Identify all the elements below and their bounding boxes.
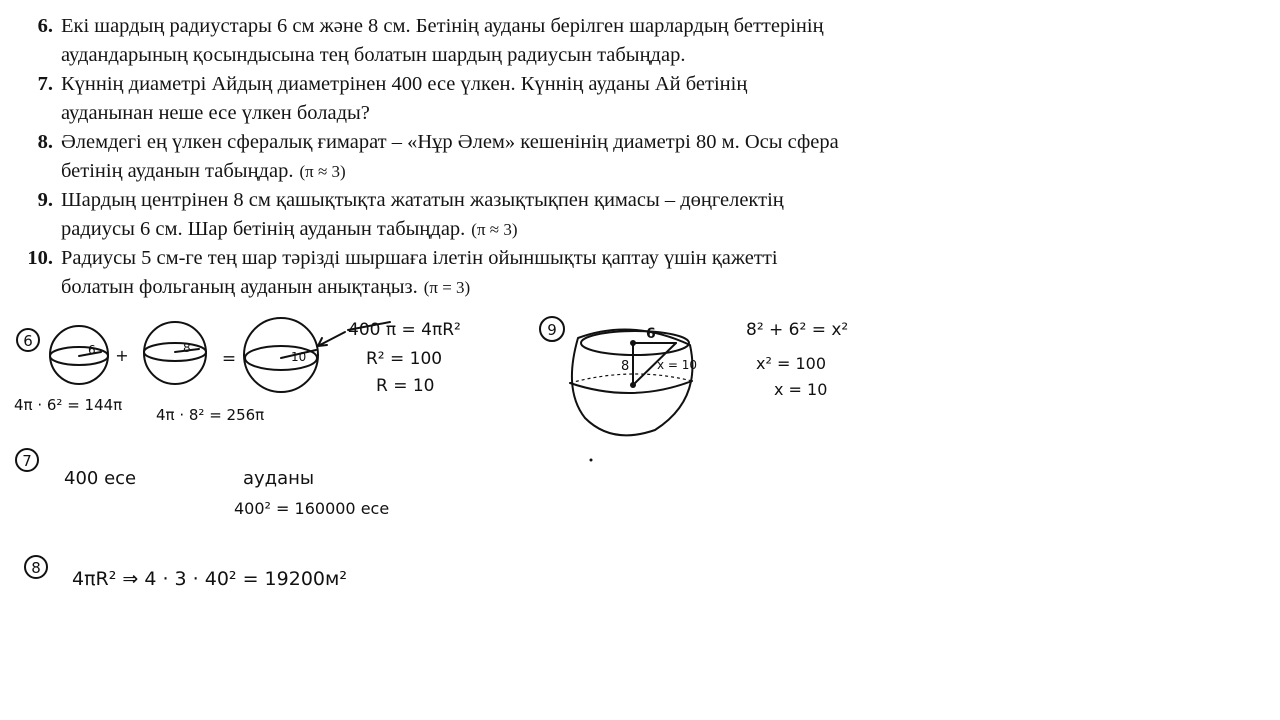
answer-line: ауданы (243, 468, 315, 489)
area-equation: 4π · 8² = 256π (156, 406, 265, 424)
pi-note: (π = 3) (423, 278, 471, 297)
equation-line: R² = 100 (366, 349, 443, 369)
equation-line: 400 π = 4πR² (348, 320, 461, 340)
solution-8 (25, 556, 347, 590)
problem-number: 8. (37, 131, 53, 153)
equation-line: 8² + 6² = x² (746, 320, 849, 340)
problem-text-line: Радиусы 5 см-ге тең шар тәрізді шыршаға ілетін ойыншықты қаптау үшін қажетті (61, 247, 778, 269)
problem-text: радиусы 6 см. Шар бетінің ауданын табыңдар. (61, 218, 466, 240)
sphere-drawing (244, 318, 318, 392)
pen-dot (590, 459, 593, 462)
solution-label: 7 (22, 452, 32, 470)
segment-label: 6 (646, 326, 656, 342)
problem-text-line (61, 157, 920, 186)
solution-label: 9 (547, 321, 557, 339)
problem-text-line (61, 215, 920, 244)
problem-number: 10. (27, 247, 53, 269)
problem-number: 9. (37, 189, 53, 211)
problem-text: болатын фольганың ауданын анықтаңыз. (61, 276, 418, 298)
pi-note: (π ≈ 3) (471, 220, 518, 239)
center-dot (630, 382, 636, 388)
radius-line (281, 350, 316, 358)
problem-6 (0, 12, 920, 70)
answer-line: 400 есе (64, 468, 137, 489)
problem-text-line: Шардың центрінен 8 см қашықтықта жататын жазықтықпен қимасы – дөңгелектің (61, 189, 784, 211)
sphere-equator (570, 381, 692, 393)
equation-line: x = 10 (774, 380, 828, 399)
sphere-drawing (144, 322, 206, 384)
problem-text-line: аудандарының қосындысына тең болатын шардың радиусын табыңдар. (61, 44, 686, 66)
strike-line (348, 322, 390, 330)
circled-number (17, 329, 39, 351)
plus-sign: + (115, 346, 129, 365)
solution-6 (14, 318, 461, 424)
radius-label: 10 (291, 350, 307, 364)
solution-label: 6 (23, 332, 33, 350)
problem-text-line: Күннің диаметрі Айдың диаметрінен 400 есе үлкен. Күннің ауданы Ай бетінің (61, 73, 748, 95)
segment-label: x = 10 (657, 358, 698, 372)
problem-list (0, 12, 920, 302)
problem-8 (0, 128, 920, 186)
segment-label: 8 (621, 359, 630, 374)
sphere-drawing (50, 326, 108, 384)
circled-number (16, 449, 38, 471)
problem-text-line: ауданынан неше есе үлкен болады? (61, 102, 370, 124)
sphere-equator (50, 347, 108, 365)
answer-line: 400² = 160000 есе (234, 499, 390, 518)
problem-number: 6. (37, 15, 53, 37)
section-circle (581, 331, 689, 355)
solution-label: 8 (31, 559, 41, 577)
circled-number (540, 317, 564, 341)
sphere-equator (245, 346, 317, 370)
arrow-icon (318, 332, 345, 346)
problem-text-line (61, 273, 920, 302)
problem-text: бетінің ауданын табыңдар. (61, 160, 294, 182)
sphere-drawing (572, 329, 693, 435)
radius-label: 8 (183, 341, 191, 355)
circled-number (25, 556, 47, 578)
problem-number: 7. (37, 73, 53, 95)
problem-text-line: Екі шардың радиустары 6 см және 8 см. Бетінің ауданы берілген шарлардың беттерінің (61, 15, 824, 37)
radius-line (79, 352, 101, 356)
sphere-equator (570, 374, 692, 383)
solution-9 (540, 317, 848, 462)
problem-10 (0, 244, 920, 302)
radius-line (175, 349, 199, 352)
problem-9 (0, 186, 920, 244)
equation-line: x² = 100 (756, 354, 826, 373)
problem-7 (0, 70, 920, 128)
area-equation: 4π · 6² = 144π (14, 396, 123, 414)
answer-line: 4πR² ⇒ 4 · 3 · 40² = 19200м² (72, 568, 347, 590)
sphere-radius-line (633, 343, 676, 385)
solution-7 (16, 449, 389, 518)
center-dot (630, 340, 636, 346)
radius-label: 6 (88, 343, 96, 357)
problem-text-line: Әлемдегі ең үлкен сфералық ғимарат – «Нұр Әлем» кешенінің диаметрі 80 м. Осы сфера (61, 131, 839, 153)
pi-note: (π ≈ 3) (299, 162, 346, 181)
equals-sign: = (221, 349, 237, 369)
sphere-equator (144, 343, 206, 361)
equation-line: R = 10 (376, 376, 435, 396)
